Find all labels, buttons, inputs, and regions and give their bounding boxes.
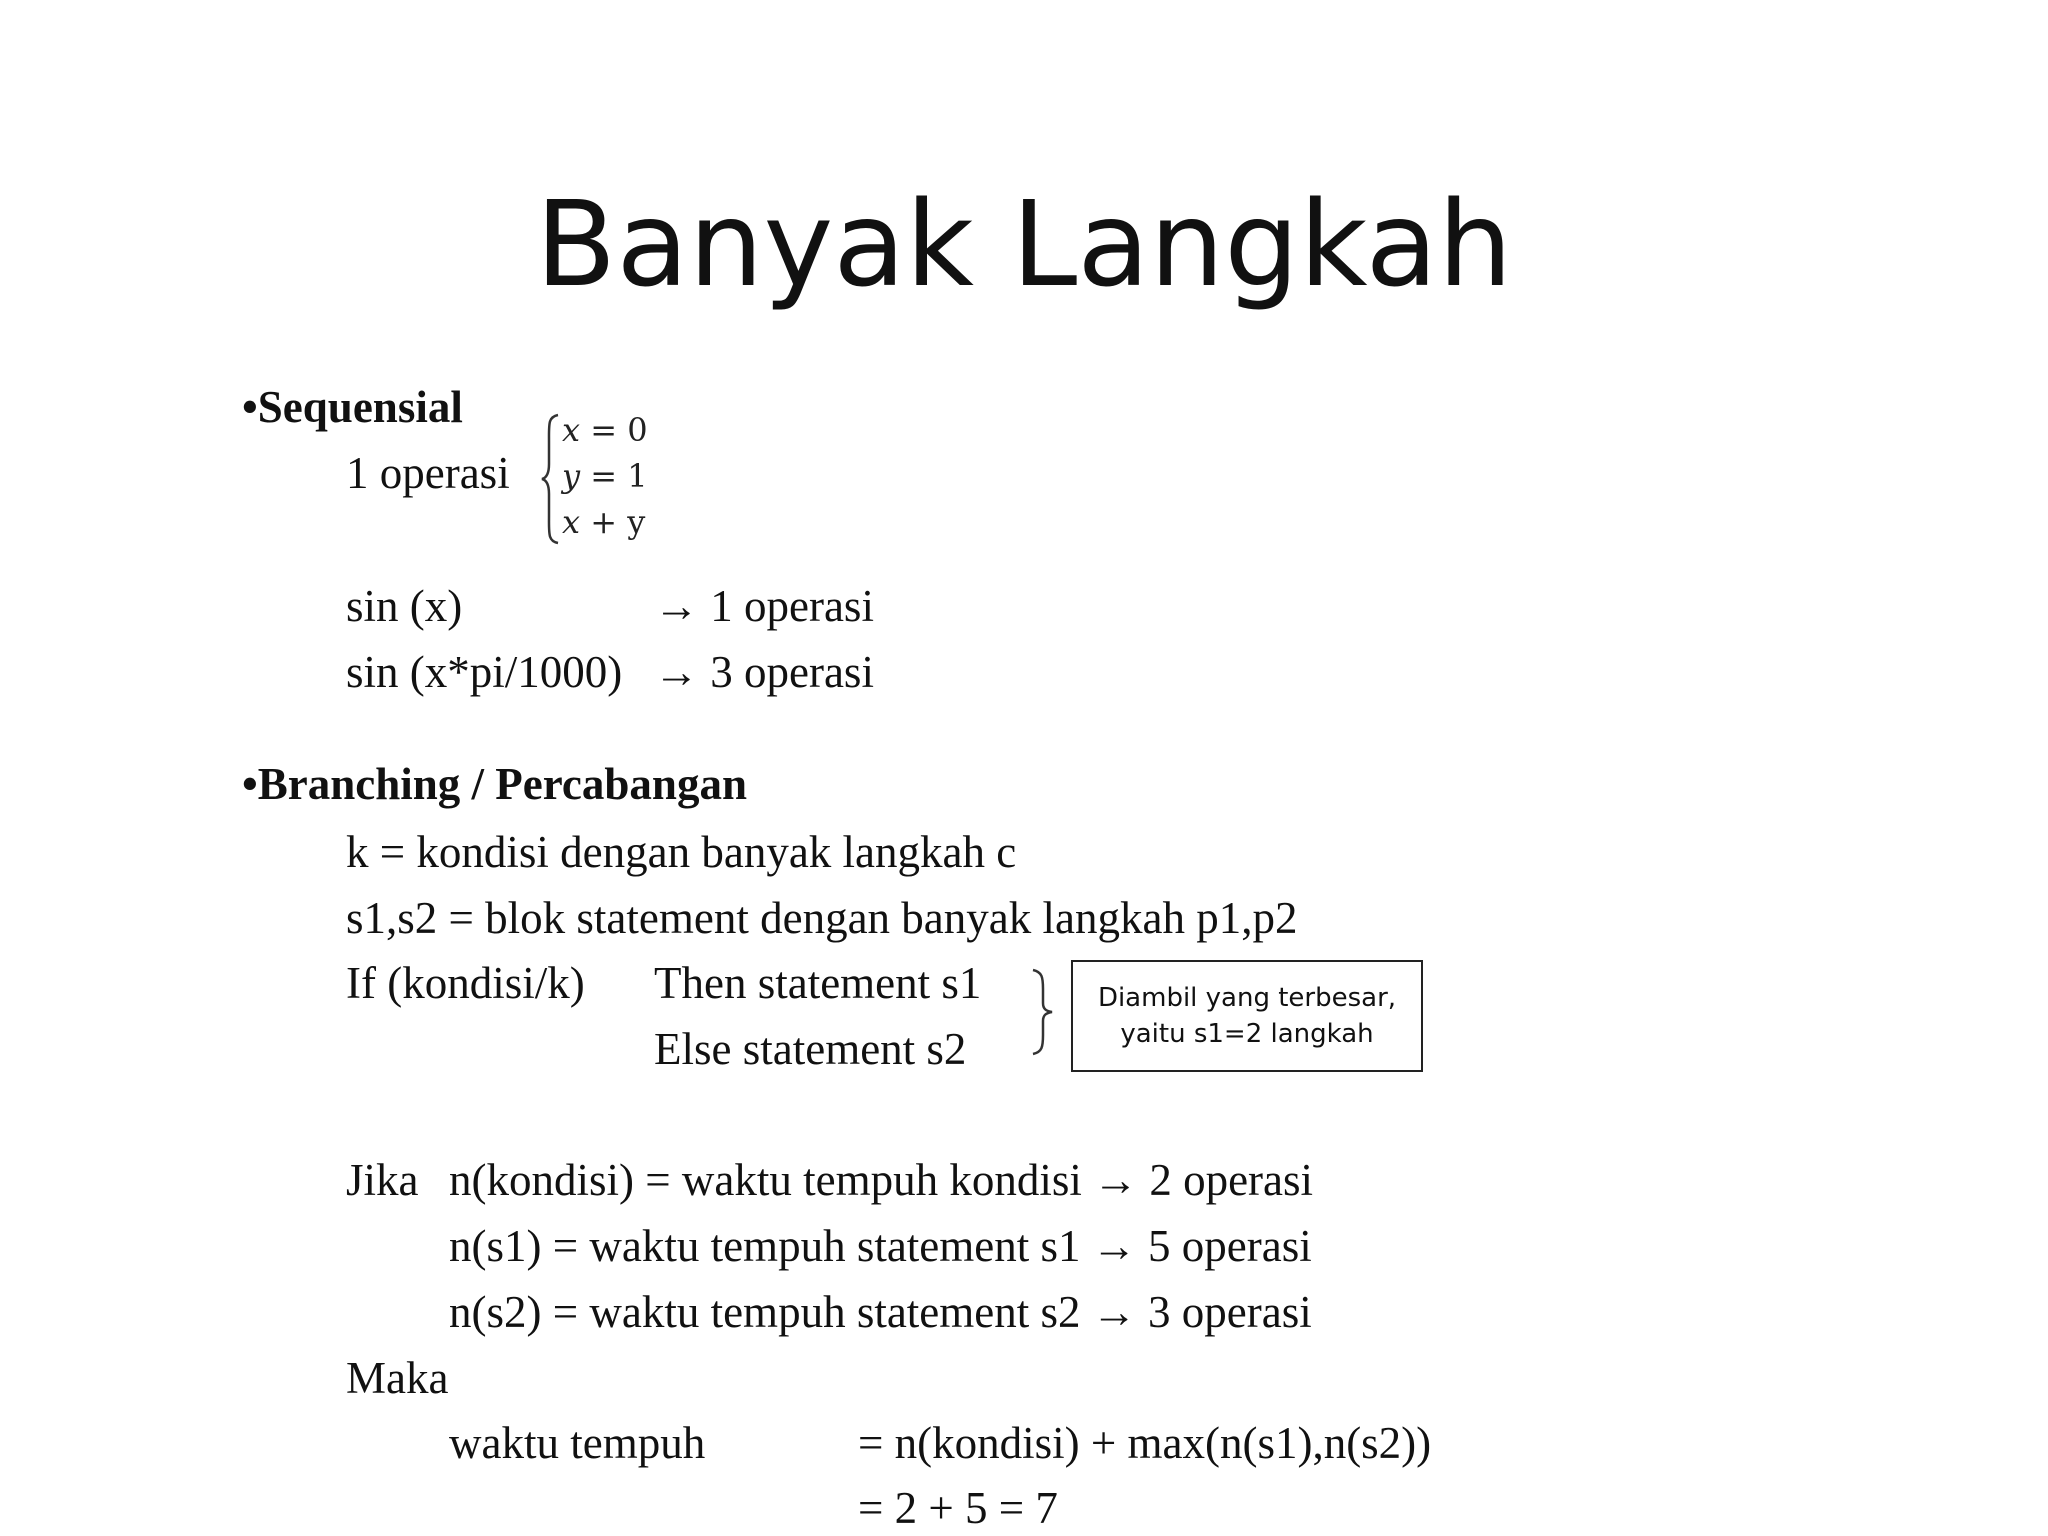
- equation-row: [562, 411, 648, 449]
- definition-k: k = kondisi dengan banyak langkah c: [346, 827, 1017, 877]
- formula-result: = 2 + 5 = 7: [858, 1483, 1058, 1533]
- equation-rhs: = 1: [590, 457, 648, 495]
- waktu-tempuh-label: waktu tempuh: [449, 1418, 706, 1468]
- bullet: •: [242, 382, 258, 432]
- n-s1-line: n(s1) = waktu tempuh statement s1 → 5 operasi: [449, 1221, 1312, 1271]
- example-expression: sin (x): [346, 581, 463, 631]
- note-line: Diambil yang terbesar,: [1097, 983, 1397, 1013]
- sequential-heading-text: Sequensial: [257, 382, 463, 432]
- right-brace-icon: [1030, 967, 1056, 1057]
- equation-lhs: y: [562, 457, 581, 495]
- branching-heading: [242, 759, 747, 809]
- definition-s: s1,s2 = blok statement dengan banyak langkah p1,p2: [346, 893, 1298, 943]
- maka-label: Maka: [346, 1353, 449, 1403]
- equation-lhs: x: [562, 411, 581, 449]
- note-box: [1071, 960, 1423, 1072]
- formula-line: = n(kondisi) + max(n(s1),n(s2)): [858, 1418, 1432, 1468]
- equation-row: [562, 457, 648, 495]
- slide-title: Banyak Langkah: [535, 175, 1513, 313]
- n-s2-line: n(s2) = waktu tempuh statement s2 → 3 operasi: [449, 1287, 1312, 1337]
- if-label: If (kondisi/k): [346, 958, 585, 1008]
- equation-rhs: + y: [590, 503, 646, 541]
- example-result: → 1 operasi: [654, 581, 874, 631]
- else-label: Else statement s2: [654, 1024, 967, 1074]
- jika-label: Jika: [346, 1155, 419, 1205]
- left-brace-icon: [540, 412, 562, 546]
- equation-lhs: x: [562, 503, 581, 541]
- example-result: → 3 operasi: [654, 647, 874, 697]
- sequential-heading: [242, 382, 463, 432]
- equation-system: [540, 410, 670, 550]
- bullet: •: [242, 759, 258, 809]
- note-line: yaitu s1=2 langkah: [1120, 1019, 1374, 1049]
- then-label: Then statement s1: [654, 958, 982, 1008]
- branching-heading-text: Branching / Percabangan: [257, 759, 747, 809]
- n-kondisi-line: n(kondisi) = waktu tempuh kondisi → 2 operasi: [449, 1155, 1314, 1205]
- equation-rhs: = 0: [590, 411, 648, 449]
- equation-row: [562, 503, 646, 541]
- example-expression: sin (x*pi/1000): [346, 647, 623, 697]
- one-operation-label: 1 operasi: [346, 448, 510, 498]
